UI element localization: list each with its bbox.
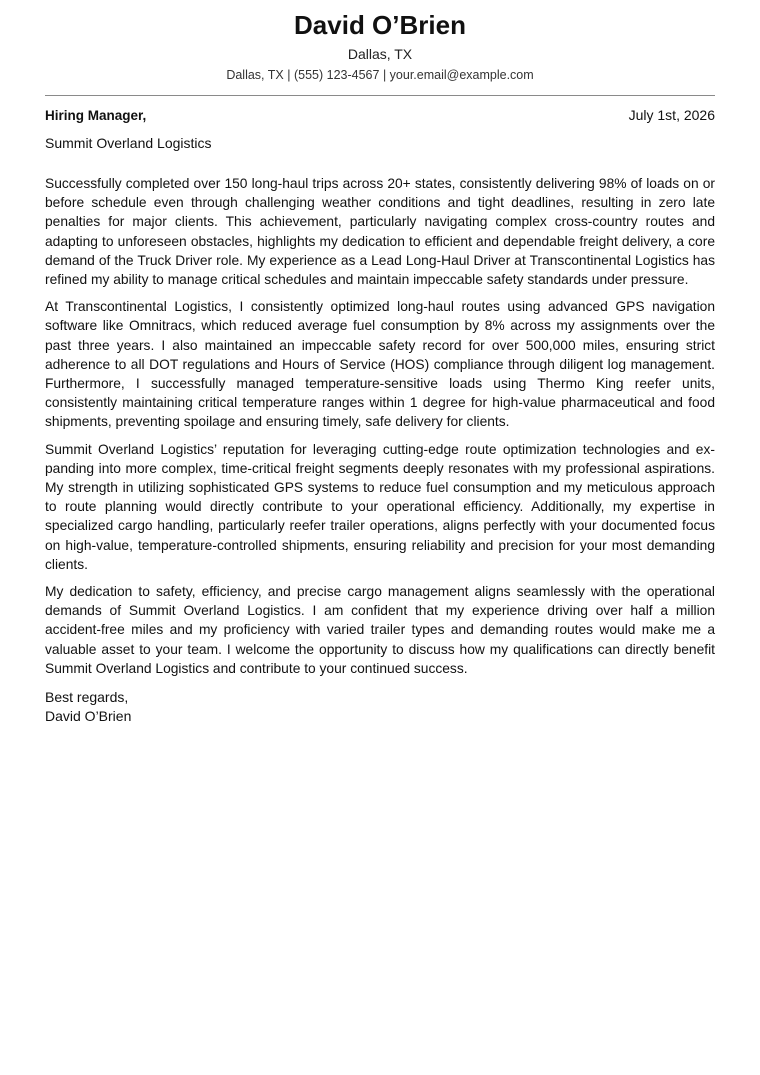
body-paragraph: Summit Overland Logistics’ reputation for leveraging cutting-edge route optimization technologies and expanding into more complex, time-critical freight segments deeply resonates with my professional aspirations. My strength in utilizing sophisticated GPS systems to reduce fuel consumption and my meticulous approach to route planning would directly contribute to your operational efficiency. Additionally, my expertise in specialized cargo handling, particularly reefer trailer operations, aligns perfectly with your documented focus on high-value, temperature-controlled shipments, ensuring reliability and precision for your most demanding clients.: [45, 441, 715, 572]
contact-separator: |: [382, 68, 387, 82]
contact-separator: |: [287, 68, 291, 82]
contact-line: [45, 67, 715, 83]
signature-name: David O’Brien: [45, 708, 132, 725]
letter-date: July 1st, 2026: [628, 107, 715, 123]
body-paragraph: Successfully completed over 150 long-haul trips across 20+ states, consistently delivering 98% of loads on or before schedule even through challenging weather conditions and tight deadlines, resulting in zero late penalties for major clients. This achievement, particularly navigating complex cross-country routes and adapting to unforeseen obstacles, highlights my dedication to efficient and dependable freight delivery, a core demand of the Truck Driver role. My experience as a Lead Long-Haul Driver at Transcontinental Logistics has refined my ability to manage critical schedules and maintain impeccable safety standards under pressure.: [45, 176, 715, 288]
recipient-salutation: Hiring Manager,: [45, 108, 147, 123]
closing-phrase: Best regards,: [45, 689, 129, 706]
contact-email: your.email@example.com: [389, 68, 534, 82]
letter-header: [45, 0, 715, 83]
applicant-name: David O’Brien: [294, 10, 466, 40]
letter-closing: [45, 688, 715, 726]
recipient-date-row: [45, 106, 715, 125]
body-paragraph: My dedication to safety, efficiency, and precise cargo management aligns seamlessly with the operational demands of Summit Overland Logistics. I am confident that my experience driving over half a million accident-free miles and my proficiency with varied trailer types and demanding routes would make me a valuable asset to your team. I welcome the opportunity to discuss how my qualifications can directly benefit Summit Overland Logistics and contribute to your continued success.: [45, 584, 715, 676]
body-paragraph: At Transcontinental Logistics, I consistently optimized long-haul routes using advanced GPS navigation software like Omnitracs, which reduced average fuel consumption by 8% across my assignments over the past three years. I also maintained an impeccable safety record for over 500,000 miles, ensuring strict adherence to all DOT regulations and Hours of Service (HOS) compliance through diligent log management. Furthermore, I successfully managed temperature-sensitive loads using Thermo King reefer units, consistently maintaining critical temperature ranges within 1 degree for high-value pharmaceutical and food shipments, preventing spoilage and ensuring timely, safe delivery for clients.: [45, 299, 715, 430]
recipient-company: Summit Overland Logistics: [45, 135, 212, 151]
letter-body: [45, 174, 715, 678]
applicant-location: Dallas, TX: [347, 46, 413, 62]
contact-city: Dallas, TX: [226, 68, 284, 82]
contact-phone: (555) 123-4567: [293, 68, 380, 82]
header-divider: [45, 95, 715, 96]
